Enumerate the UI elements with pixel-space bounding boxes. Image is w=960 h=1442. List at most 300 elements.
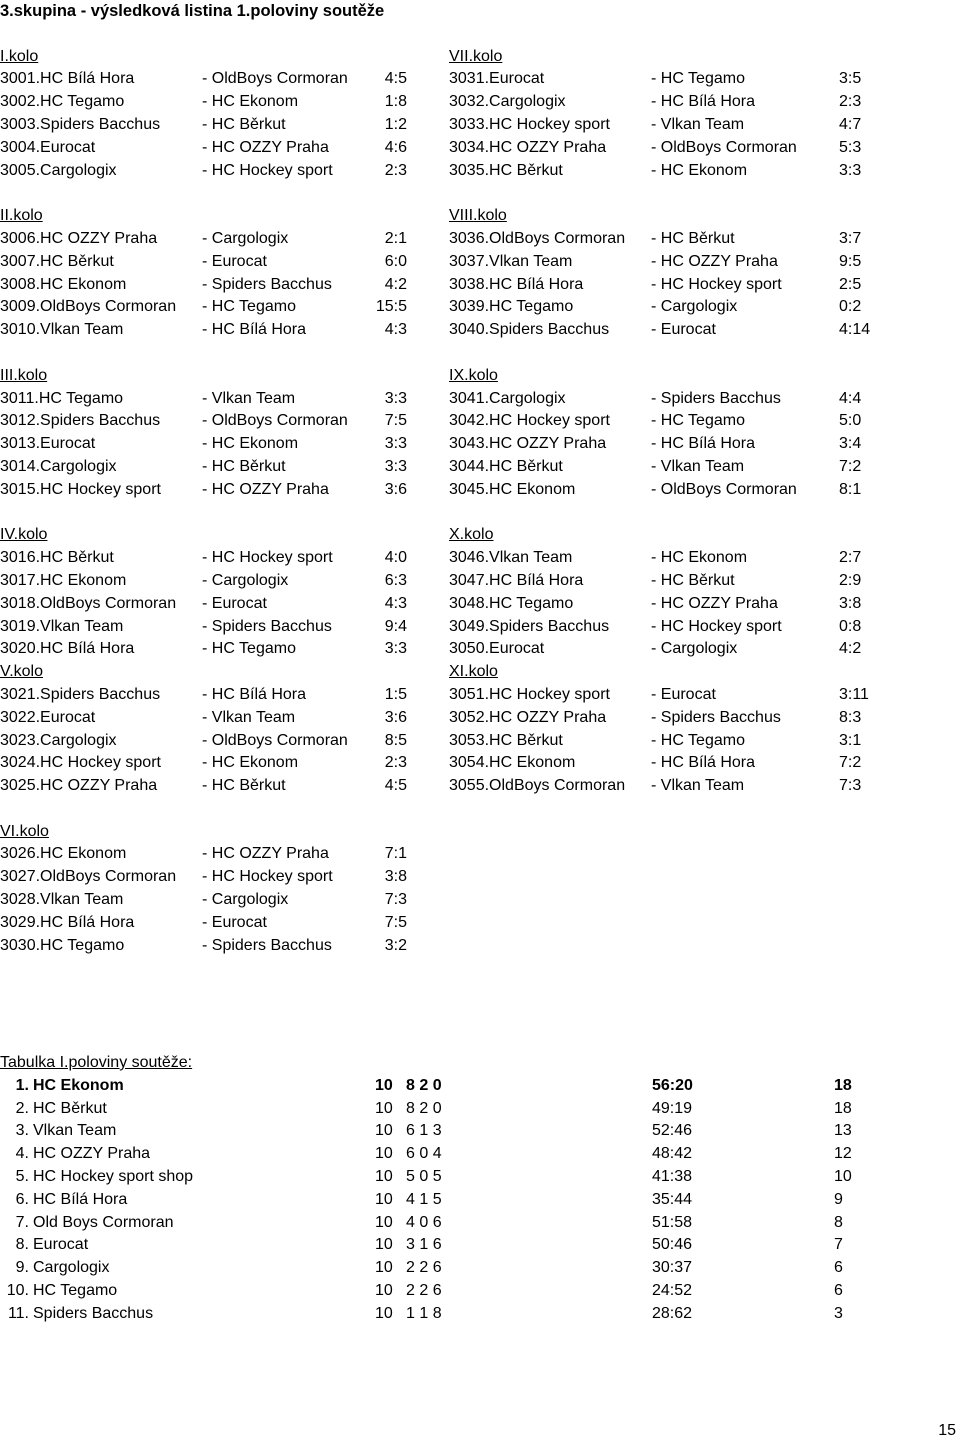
standings-goals: 56:20	[652, 1076, 693, 1094]
home-team: 3008.HC Ekonom	[0, 275, 127, 293]
away-team: - HC Hockey sport	[202, 549, 333, 567]
match-score: 4:5	[384, 70, 407, 88]
standings-played: 10	[375, 1281, 393, 1299]
match-row	[0, 456, 470, 479]
match-row	[449, 319, 919, 342]
away-team: - HC Běrkut	[651, 229, 735, 247]
round-spacer	[449, 182, 919, 205]
home-team: 3042.HC Hockey sport	[449, 412, 610, 430]
match-row	[0, 570, 470, 593]
match-row	[0, 684, 470, 707]
standings-team: HC Tegamo	[33, 1281, 118, 1299]
match-score: 4:3	[384, 321, 407, 339]
standings-rank: 10.	[6, 1281, 29, 1299]
match-score: 4:14	[839, 321, 871, 339]
standings-team: HC Hockey sport shop	[33, 1167, 194, 1185]
match-row	[449, 114, 919, 137]
match-row	[0, 296, 470, 319]
home-team: 3049.Spiders Bacchus	[449, 617, 610, 635]
match-score: 3:8	[384, 868, 407, 886]
standings-rank: 6.	[15, 1190, 29, 1208]
away-team: - Cargologix	[202, 571, 289, 589]
standings-team: HC Ekonom	[33, 1076, 124, 1094]
away-team: - HC Ekonom	[651, 161, 748, 179]
match-score: 3:6	[384, 480, 407, 498]
standings-played: 10	[375, 1236, 393, 1254]
standings-goals: 41:38	[652, 1167, 693, 1185]
standings-team: Cargologix	[33, 1259, 110, 1277]
standings-wdl: 4 0 6	[406, 1213, 442, 1231]
away-team: - HC Bílá Hora	[651, 93, 756, 111]
standings-goals: 52:46	[652, 1122, 693, 1140]
standings-points: 7	[834, 1236, 843, 1254]
match-row	[0, 410, 470, 433]
home-team: 3051.HC Hockey sport	[449, 685, 610, 703]
away-team: - Vlkan Team	[651, 115, 745, 133]
away-team: - Eurocat	[651, 685, 716, 703]
away-team: - OldBoys Cormoran	[651, 138, 797, 156]
standings-rank: 8.	[15, 1236, 29, 1254]
standings-wdl: 3 1 6	[406, 1236, 442, 1254]
home-team: 3034.HC OZZY Praha	[449, 138, 607, 156]
home-team: 3030.HC Tegamo	[0, 936, 125, 954]
away-team: - Spiders Bacchus	[651, 389, 781, 407]
round-spacer	[0, 502, 470, 525]
standings-wdl: 2 2 6	[406, 1281, 442, 1299]
match-score: 6:0	[384, 252, 407, 270]
match-row	[0, 137, 470, 160]
match-score: 7:5	[384, 913, 407, 931]
standings-points: 8	[834, 1213, 843, 1231]
round-spacer	[0, 182, 470, 205]
home-team: 3007.HC Běrkut	[0, 252, 114, 270]
home-team: 3009.OldBoys Cormoran	[0, 298, 177, 316]
match-score: 2:3	[384, 754, 407, 772]
match-row	[0, 68, 470, 91]
away-team: - OldBoys Cormoran	[651, 480, 797, 498]
match-row	[449, 616, 919, 639]
standings-points: 6	[834, 1281, 843, 1299]
match-row	[449, 456, 919, 479]
match-row	[0, 91, 470, 114]
home-team: 3037.Vlkan Team	[449, 252, 573, 270]
match-score: 0:2	[839, 298, 862, 316]
round-title: II.kolo	[0, 207, 43, 225]
standings-title: Tabulka I.poloviny soutěže:	[0, 1054, 193, 1071]
standings-team: HC Běrkut	[33, 1099, 107, 1117]
away-team: - Eurocat	[202, 594, 267, 612]
away-team: - Vlkan Team	[651, 777, 745, 795]
match-score: 3:3	[384, 640, 407, 658]
away-team: - HC Tegamo	[202, 640, 296, 658]
standings-wdl: 1 1 8	[406, 1304, 442, 1322]
home-team: 3004.Eurocat	[0, 138, 96, 156]
match-score: 1:2	[384, 115, 407, 133]
match-score: 9:5	[839, 252, 862, 270]
home-team: 3043.HC OZZY Praha	[449, 435, 607, 453]
home-team: 3055.OldBoys Cormoran	[449, 777, 626, 795]
away-team: - HC Tegamo	[651, 412, 745, 430]
match-row	[0, 707, 470, 730]
away-team: - HC OZZY Praha	[202, 138, 329, 156]
home-team: 3018.OldBoys Cormoran	[0, 594, 177, 612]
match-row	[0, 616, 470, 639]
match-row	[0, 843, 470, 866]
home-team: 3011.HC Tegamo	[0, 389, 124, 407]
match-row	[0, 547, 470, 570]
away-team: - Cargologix	[651, 298, 738, 316]
standings-team: Vlkan Team	[33, 1122, 117, 1140]
match-row	[0, 433, 470, 456]
home-team: 3035.HC Běrkut	[449, 161, 563, 179]
standings-rank: 4.	[15, 1145, 29, 1163]
match-score: 3:3	[384, 457, 407, 475]
standings-wdl: 4 1 5	[406, 1190, 442, 1208]
match-row	[449, 593, 919, 616]
standings-goals: 50:46	[652, 1236, 693, 1254]
away-team: - Spiders Bacchus	[202, 617, 332, 635]
standings-rank: 1.	[15, 1076, 29, 1094]
match-score: 2:9	[839, 571, 862, 589]
match-row	[449, 296, 919, 319]
standings-goals: 30:37	[652, 1259, 693, 1277]
standings-played: 10	[375, 1099, 393, 1117]
match-row	[449, 752, 919, 775]
home-team: 3021.Spiders Bacchus	[0, 685, 161, 703]
match-row	[0, 228, 470, 251]
match-row	[449, 410, 919, 433]
home-team: 3032.Cargologix	[449, 93, 566, 111]
away-team: - HC Ekonom	[202, 93, 299, 111]
match-score: 8:3	[839, 708, 862, 726]
home-team: 3046.Vlkan Team	[449, 549, 573, 567]
standings-wdl: 2 2 6	[406, 1259, 442, 1277]
away-team: - HC Ekonom	[202, 754, 299, 772]
away-team: - Cargologix	[202, 229, 289, 247]
match-row	[0, 752, 470, 775]
away-team: - HC Bílá Hora	[202, 685, 307, 703]
match-row	[449, 68, 919, 91]
home-team: 3027.OldBoys Cormoran	[0, 868, 177, 886]
away-team: - HC Tegamo	[202, 298, 296, 316]
home-team: 3050.Eurocat	[449, 640, 545, 658]
match-score: 7:3	[384, 891, 407, 909]
match-score: 3:1	[839, 731, 862, 749]
match-score: 4:2	[839, 640, 862, 658]
standings-goals: 35:44	[652, 1190, 693, 1208]
home-team: 3052.HC OZZY Praha	[449, 708, 607, 726]
standings-row	[0, 1189, 960, 1212]
round-title: VI.kolo	[0, 822, 49, 840]
match-score: 4:7	[839, 115, 862, 133]
away-team: - Eurocat	[202, 913, 267, 931]
standings-wdl: 6 0 4	[406, 1145, 442, 1163]
match-row	[0, 114, 470, 137]
match-row	[0, 319, 470, 342]
standings-row	[0, 1143, 960, 1166]
round-spacer	[0, 798, 470, 821]
match-row	[449, 775, 919, 798]
home-team: 3019.Vlkan Team	[0, 617, 124, 635]
home-team: 3006.HC OZZY Praha	[0, 229, 158, 247]
standings-points: 9	[834, 1190, 843, 1208]
match-score: 7:5	[384, 412, 407, 430]
standings-rank: 11.	[7, 1304, 29, 1322]
away-team: - Eurocat	[651, 321, 716, 339]
match-row	[0, 638, 470, 661]
match-score: 2:7	[839, 549, 862, 567]
away-team: - HC Ekonom	[202, 435, 299, 453]
away-team: - Spiders Bacchus	[651, 708, 781, 726]
match-score: 9:4	[384, 617, 407, 635]
home-team: 3048.HC Tegamo	[449, 594, 574, 612]
home-team: 3033.HC Hockey sport	[449, 115, 610, 133]
away-team: - HC Bílá Hora	[202, 321, 307, 339]
match-row	[449, 547, 919, 570]
round-title: XI.kolo	[449, 663, 498, 681]
round-title: VII.kolo	[449, 47, 503, 65]
standings-rank: 3.	[15, 1122, 29, 1140]
home-team: 3015.HC Hockey sport	[0, 480, 161, 498]
home-team: 3005.Cargologix	[0, 161, 117, 179]
match-score: 0:8	[839, 617, 862, 635]
match-score: 4:4	[839, 389, 862, 407]
away-team: - Cargologix	[651, 640, 738, 658]
match-score: 8:5	[384, 731, 407, 749]
match-row	[0, 775, 470, 798]
match-score: 4:3	[384, 594, 407, 612]
home-team: 3045.HC Ekonom	[449, 480, 576, 498]
home-team: 3036.OldBoys Cormoran	[449, 229, 626, 247]
standings-row	[0, 1075, 960, 1098]
away-team: - HC OZZY Praha	[651, 594, 778, 612]
match-score: 3:8	[839, 594, 862, 612]
match-row	[449, 251, 919, 274]
match-score: 5:3	[839, 138, 862, 156]
standings-goals: 28:62	[652, 1304, 693, 1322]
home-team: 3041.Cargologix	[449, 389, 566, 407]
standings-goals: 24:52	[652, 1281, 693, 1299]
away-team: - Spiders Bacchus	[202, 936, 332, 954]
home-team: 3054.HC Ekonom	[449, 754, 576, 772]
standings-goals: 51:58	[652, 1213, 693, 1231]
match-score: 7:1	[384, 845, 407, 863]
match-row	[449, 388, 919, 411]
match-score: 3:3	[384, 435, 407, 453]
match-score: 3:11	[839, 685, 869, 703]
standings-played: 10	[375, 1167, 393, 1185]
standings-played: 10	[375, 1304, 393, 1322]
standings-points: 10	[834, 1167, 852, 1185]
away-team: - Eurocat	[202, 252, 267, 270]
home-team: 3026.HC Ekonom	[0, 845, 127, 863]
home-team: 3023.Cargologix	[0, 731, 117, 749]
match-score: 6:3	[384, 571, 407, 589]
standings-rank: 2.	[15, 1099, 29, 1117]
standings-points: 6	[834, 1259, 843, 1277]
standings-rank: 9.	[15, 1259, 29, 1277]
match-score: 3:2	[384, 936, 407, 954]
match-row	[0, 912, 470, 935]
match-score: 3:7	[839, 229, 862, 247]
away-team: - HC Bílá Hora	[651, 754, 756, 772]
standings-points: 12	[834, 1145, 852, 1163]
round-title: IV.kolo	[0, 526, 48, 544]
standings-wdl: 5 0 5	[406, 1167, 442, 1185]
home-team: 3001.HC Bílá Hora	[0, 70, 135, 88]
match-row	[449, 684, 919, 707]
standings-wdl: 8 2 0	[406, 1099, 442, 1117]
home-team: 3020.HC Bílá Hora	[0, 640, 135, 658]
round-title: VIII.kolo	[449, 207, 507, 225]
away-team: - HC Hockey sport	[651, 617, 782, 635]
standings-team: Spiders Bacchus	[33, 1304, 154, 1322]
page-title: 3.skupina - výsledková listina 1.poloviny soutěže	[0, 2, 385, 20]
home-team: 3024.HC Hockey sport	[0, 754, 161, 772]
away-team: - HC Běrkut	[202, 115, 286, 133]
match-row	[0, 730, 470, 753]
standings-played: 10	[375, 1190, 393, 1208]
match-row	[449, 479, 919, 502]
home-team: 3003.Spiders Bacchus	[0, 115, 161, 133]
match-row	[449, 160, 919, 183]
match-score: 8:1	[839, 480, 862, 498]
away-team: - HC Běrkut	[202, 457, 286, 475]
standings-rank: 7.	[15, 1213, 29, 1231]
home-team: 3047.HC Bílá Hora	[449, 571, 584, 589]
standings-played: 10	[375, 1122, 393, 1140]
match-score: 2:3	[839, 93, 862, 111]
match-score: 2:3	[384, 161, 407, 179]
standings-points: 18	[834, 1099, 852, 1117]
round-spacer	[449, 502, 919, 525]
match-score: 3:6	[384, 708, 407, 726]
standings-rank: 5.	[15, 1167, 29, 1185]
round-title: III.kolo	[0, 366, 48, 384]
standings-played: 10	[375, 1145, 393, 1163]
match-row	[449, 228, 919, 251]
match-row	[449, 274, 919, 297]
match-score: 7:2	[839, 754, 862, 772]
standings-points: 18	[834, 1076, 852, 1094]
away-team: - HC OZZY Praha	[651, 252, 778, 270]
standings-points: 13	[834, 1122, 852, 1140]
away-team: - Vlkan Team	[202, 708, 296, 726]
match-score: 2:1	[384, 229, 407, 247]
match-row	[0, 160, 470, 183]
match-row	[0, 274, 470, 297]
standings-team: Old Boys Cormoran	[33, 1213, 174, 1231]
standings-goals: 49:19	[652, 1099, 693, 1117]
away-team: - HC Běrkut	[202, 777, 286, 795]
home-team: 3025.HC OZZY Praha	[0, 777, 158, 795]
match-row	[449, 638, 919, 661]
standings-rows	[0, 1075, 960, 1326]
match-score: 3:5	[839, 70, 862, 88]
away-team: - HC OZZY Praha	[202, 845, 329, 863]
away-team: - OldBoys Cormoran	[202, 70, 348, 88]
away-team: - OldBoys Cormoran	[202, 412, 348, 430]
standings-team: HC Bílá Hora	[33, 1190, 128, 1208]
standings-played: 10	[375, 1259, 393, 1277]
away-team: - HC Tegamo	[651, 70, 745, 88]
home-team: 3002.HC Tegamo	[0, 93, 125, 111]
home-team: 3013.Eurocat	[0, 435, 96, 453]
away-team: - Vlkan Team	[651, 457, 745, 475]
home-team: 3040.Spiders Bacchus	[449, 321, 610, 339]
away-team: - Vlkan Team	[202, 389, 296, 407]
standings-points: 3	[834, 1304, 843, 1322]
match-score: 1:5	[384, 685, 407, 703]
standings-goals: 48:42	[652, 1145, 693, 1163]
match-row	[0, 388, 470, 411]
round-title: IX.kolo	[449, 366, 498, 384]
away-team: - HC Hockey sport	[651, 275, 782, 293]
match-row	[0, 251, 470, 274]
standings-row	[0, 1234, 960, 1257]
home-team: 3029.HC Bílá Hora	[0, 913, 135, 931]
away-team: - HC Ekonom	[651, 549, 748, 567]
standings-played: 10	[375, 1076, 393, 1094]
match-row	[0, 935, 470, 958]
results-column-right	[449, 46, 919, 798]
away-team: - HC Hockey sport	[202, 868, 333, 886]
home-team: 3039.HC Tegamo	[449, 298, 574, 316]
home-team: 3014.Cargologix	[0, 457, 117, 475]
away-team: - HC Běrkut	[651, 571, 735, 589]
away-team: - HC Bílá Hora	[651, 435, 756, 453]
away-team: - Spiders Bacchus	[202, 275, 332, 293]
home-team: 3010.Vlkan Team	[0, 321, 124, 339]
home-team: 3028.Vlkan Team	[0, 891, 124, 909]
match-row	[449, 570, 919, 593]
match-score: 3:3	[839, 161, 862, 179]
match-score: 15:5	[375, 298, 407, 316]
match-score: 4:5	[384, 777, 407, 795]
standings-team: HC OZZY Praha	[33, 1145, 151, 1163]
round-title: V.kolo	[0, 663, 43, 681]
match-row	[0, 593, 470, 616]
match-row	[0, 889, 470, 912]
match-score: 4:6	[384, 138, 407, 156]
home-team: 3031.Eurocat	[449, 70, 545, 88]
home-team: 3022.Eurocat	[0, 708, 96, 726]
match-row	[449, 137, 919, 160]
standings-row	[0, 1257, 960, 1280]
match-score: 3:4	[839, 435, 862, 453]
round-spacer	[0, 342, 470, 365]
away-team: - HC Tegamo	[651, 731, 745, 749]
standings-row	[0, 1120, 960, 1143]
match-row	[0, 479, 470, 502]
match-row	[449, 730, 919, 753]
standings-wdl: 6 1 3	[406, 1122, 442, 1140]
match-score: 2:5	[839, 275, 862, 293]
match-row	[449, 707, 919, 730]
home-team: 3038.HC Bílá Hora	[449, 275, 584, 293]
match-score: 3:3	[384, 389, 407, 407]
standings-team: Eurocat	[33, 1236, 89, 1254]
match-row	[449, 91, 919, 114]
match-score: 1:8	[384, 93, 407, 111]
standings-row	[0, 1166, 960, 1189]
round-title: X.kolo	[449, 526, 494, 544]
match-score: 4:0	[384, 549, 407, 567]
standings-row	[0, 1212, 960, 1235]
match-row	[449, 433, 919, 456]
standings-row	[0, 1303, 960, 1326]
results-column-left	[0, 46, 470, 958]
